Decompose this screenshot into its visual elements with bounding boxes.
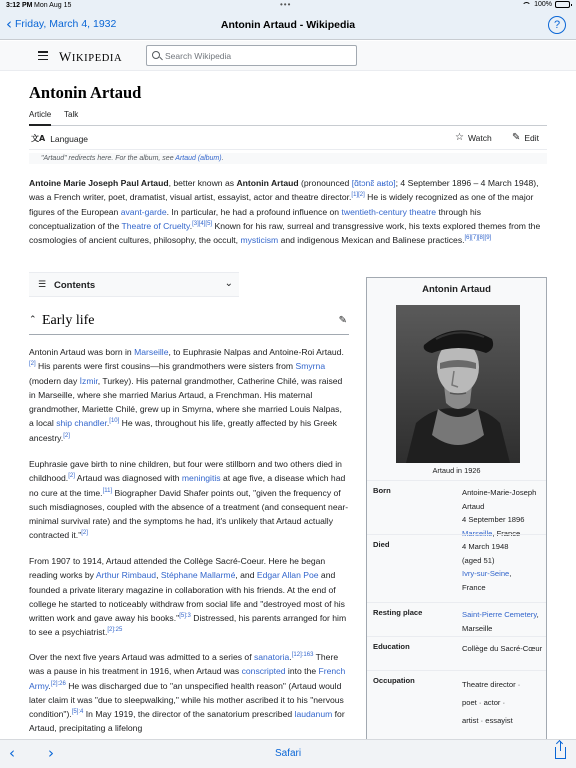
page-tabs: [29, 110, 547, 126]
back-chevron-icon: ‹: [6, 15, 12, 33]
education-label: Education: [373, 642, 410, 651]
reference[interactable]: [12]:163: [291, 652, 314, 658]
status-time: 3:12 PM: [6, 2, 33, 9]
reference[interactable]: [10]: [109, 418, 120, 425]
reference[interactable]: [2]:26: [50, 680, 66, 687]
navigation-bar: [0, 12, 576, 40]
safari-label: Safari: [274, 748, 302, 759]
infobox-row-occupation: [367, 670, 546, 747]
help-icon[interactable]: ?: [548, 16, 566, 34]
section-title: Early life: [42, 313, 95, 328]
early-life-paragraph-1: Antonin Artaud was born in Marseille, to Euphrasie Nalpas and Antoine-Roi Artaud.[2] His parents were first cousins—his grandmothers were sisters from Smyrna (modern day İzmir, Turkey). His paternal grandmother, Catherine Chilé, was raised in Marseille, where she married Marius Artaud, a Frenchman. His maternal grandmother, Mariette Chilé, grew up in Smyrna, where she married Louis Nalpas, a local ship chandler.[10] He was, throughout his life, greatly affected by his Greek ancestry.[2]: [29, 347, 344, 443]
star-icon: ☆: [455, 132, 464, 143]
language-button[interactable]: [31, 133, 88, 144]
link-stephane-mallarme[interactable]: Stéphane Mallarmé: [160, 570, 236, 581]
search-icon: [152, 51, 160, 59]
reference[interactable]: [3][4][5]: [192, 220, 213, 227]
link-smyrna[interactable]: Smyrna: [295, 361, 326, 372]
link-meningitis[interactable]: meningitis: [181, 473, 221, 484]
early-life-paragraph-4: Over the next five years Artaud was admitted to a series of sanatoria.$^{[12]:163}$ There was a pause in his treatment in 1916, when Artaud was conscripted into the French Army.$^{[2]:26}$ He was discharged due to "an unspecified health reason" (Artaud would later claim it was "due to sleepwalking," while his mother ascribed it to his "nervous condition").$^{[5]:4}$ In May 1919, the director of the sanatorium prescribed laudanum for Artaud, precipitating a lifelong: [29, 652, 346, 734]
language-label: Language: [50, 133, 89, 144]
table-of-contents-toggle[interactable]: [29, 272, 239, 297]
tab-article[interactable]: Article: [29, 110, 51, 126]
education-value: Collège du Sacré-Cœur: [462, 644, 543, 653]
infobox-row-resting-place: [367, 602, 546, 636]
nav-title: Antonin Artaud - Wikipedia: [220, 19, 356, 31]
portrait-photo[interactable]: [396, 305, 520, 463]
tab-talk[interactable]: Talk: [64, 110, 79, 119]
search-box[interactable]: [146, 45, 357, 66]
reference[interactable]: [5]:3: [179, 613, 191, 620]
link-saint-pierre-cemetery[interactable]: Saint-Pierre Cemetery: [462, 610, 537, 619]
collapse-caret-icon[interactable]: ⌃: [29, 315, 37, 325]
link-avant-garde[interactable]: avant-garde: [120, 206, 167, 217]
reference[interactable]: [11]: [102, 487, 113, 494]
infobox-row-born: [367, 480, 546, 538]
wifi-icon: [522, 2, 531, 8]
search-input[interactable]: [165, 49, 350, 62]
photo-caption: Artaud in 1926: [432, 466, 481, 475]
pronunciation-link[interactable]: [ɑ̃tɔnɛ̃ aʁto]: [351, 178, 396, 188]
link-arthur-rimbaud[interactable]: Arthur Rimbaud: [95, 570, 157, 581]
section-edit-pencil-icon[interactable]: ✎: [338, 315, 347, 326]
forward-arrow-icon[interactable]: ›: [48, 744, 54, 762]
link-laudanum[interactable]: laudanum: [294, 709, 333, 720]
reference[interactable]: [2]: [29, 361, 36, 368]
status-right: [522, 1, 570, 8]
born-value: Antoine-Marie-Joseph Artaud 4 September 1896 Marseille, France: [462, 488, 537, 538]
link-ship-chandler[interactable]: ship chandler: [56, 418, 107, 429]
occupation-value: Theatre director · poet · actor · artist · essayist: [462, 680, 521, 725]
watch-label: Watch: [467, 133, 492, 143]
lead-paragraph: Antoine Marie Joseph Paul Artaud, better known as Antonin Artaud (pronounced [ɑ̃tɔnɛ̃ aʁto]; 4 September 1896 – 4 March 1948), was a French writer, poet, dramatist, visual artist, essayist, actor and theatre director.[1][2] He is widely recognized as one of the major figures of the European avant-garde. In particular, he had a profound influence on twentieth-century theatre through his conceptualization of the Theatre of Cruelty.[3][4][5] Known for his raw, surreal and transgressive work, his texts explored themes from the cosmologies of ancient cultures, philosophy, the occult, mysticism and indigenous Mexican and Balinese practices.[6][7][8][9]: [29, 178, 541, 246]
section-heading-early-life: [29, 311, 349, 335]
status-bar: [0, 0, 576, 12]
watch-button[interactable]: [455, 133, 492, 143]
link-conscripted[interactable]: conscripted: [241, 666, 286, 677]
infobox-row-died: [367, 534, 546, 592]
infobox: [366, 277, 547, 747]
early-life-paragraph-3: From 1907 to 1914, Artaud attended the Collège Sacré-Coeur. Here he began reading works by Arthur Rimbaud, Stéphane Mallarmé, and Edgar Allan Poe and founded a private literary magazine in collaboration with his friends. At the end of college he started to noticeably withdraw from social life and "destroyed most of his written work and gave away his books."$^{[5]:3}$ Distressed, his parents arranged for him to see a psychiatrist.$^{[2]:25}$: [29, 556, 347, 638]
reference[interactable]: [2]: [63, 432, 70, 439]
resting-place-value: Saint-Pierre Cemetery, Marseille: [462, 610, 539, 633]
link-sanatoria[interactable]: sanatoria: [253, 652, 290, 662]
link-french-army[interactable]: French Army: [29, 666, 346, 691]
hatnote: "Artaud" redirects here. For the album, see Artaud (album).: [29, 153, 547, 164]
link-izmir[interactable]: İzmir: [79, 375, 98, 386]
reference[interactable]: [5]:4: [71, 709, 84, 716]
share-icon[interactable]: [555, 747, 566, 759]
toc-label: Contents: [54, 280, 96, 291]
link-theatre-of-cruelty[interactable]: Theatre of Cruelty: [121, 220, 190, 231]
list-icon: ☰: [38, 280, 47, 290]
reference[interactable]: [2]: [68, 473, 75, 480]
page-title: Antonin Artaud: [29, 83, 142, 102]
died-value: 4 March 1948 (aged 51) Ivry-sur-Seine, France: [462, 542, 512, 592]
link-twentieth-century-theatre[interactable]: twentieth-century theatre: [341, 206, 437, 217]
resting-place-label: Resting place: [373, 608, 423, 617]
language-icon: 文A: [31, 134, 46, 143]
multitask-dots[interactable]: •••: [280, 0, 292, 9]
battery-percent: 100%: [534, 1, 552, 8]
occupation-label: Occupation: [373, 676, 415, 685]
infobox-title: Antonin Artaud: [422, 284, 491, 295]
reference[interactable]: [2]:25: [107, 627, 123, 634]
early-life-paragraph-2: Euphrasie gave birth to nine children, but four were stillborn and two others died in childhood.[2] Artaud was diagnosed with meningitis at age five, a disease which had no cure at the time.[11] Biographer David Shafer points out, "given the frequency of such misdiagnoses, coupled with the absence of a treatment (and consequent near-minimal survival rate) and the symptoms he had, it's unlikely that Artaud actually contracted it."[2]: [29, 459, 349, 541]
reference[interactable]: [1][2]: [351, 192, 365, 199]
status-date: Mon Aug 15: [34, 2, 72, 9]
hamburger-icon[interactable]: [38, 51, 48, 60]
wiki-header: [0, 41, 576, 71]
page-actions: [29, 130, 547, 150]
nav-back-button[interactable]: [6, 15, 117, 33]
pencil-icon: ✎: [512, 132, 521, 143]
died-label: Died: [373, 540, 390, 549]
reference[interactable]: [6][7][8][9]: [464, 235, 492, 242]
reference[interactable]: [2]: [81, 530, 88, 537]
wikipedia-wordmark[interactable]: WIKIPEDIA: [59, 49, 123, 64]
chevron-down-icon: ⌄: [224, 278, 233, 289]
battery-icon: [555, 1, 570, 8]
edit-button[interactable]: [512, 133, 539, 143]
hatnote-link[interactable]: Artaud (album): [175, 155, 222, 162]
link-ivry-sur-seine[interactable]: Ivry-sur-Seine: [462, 569, 510, 578]
infobox-row-education: [367, 636, 546, 670]
link-mysticism[interactable]: mysticism: [240, 235, 279, 246]
nav-back-label: Friday, March 4, 1932: [15, 18, 117, 30]
link-marseille[interactable]: Marseille: [134, 347, 169, 357]
back-arrow-icon[interactable]: ‹: [9, 744, 15, 762]
link-edgar-allan-poe[interactable]: Edgar Allan Poe: [256, 570, 319, 581]
link-born-marseille[interactable]: Marseille: [462, 528, 493, 538]
edit-label: Edit: [524, 133, 540, 143]
born-label: Born: [373, 486, 391, 495]
bottom-toolbar: [0, 739, 576, 768]
